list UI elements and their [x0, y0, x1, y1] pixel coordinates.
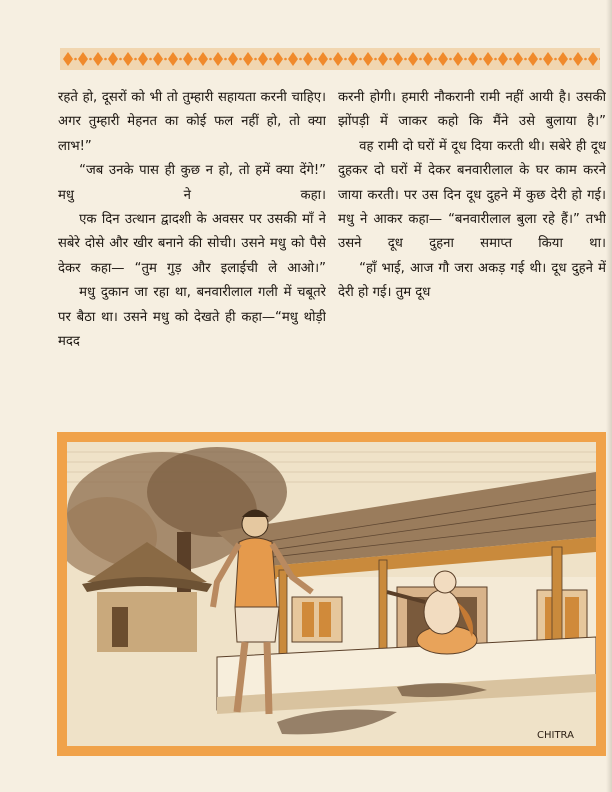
diamond-border-pattern — [60, 48, 600, 70]
right-column — [338, 86, 606, 422]
border-dot — [239, 58, 242, 61]
border-dot — [284, 58, 287, 61]
border-diamond — [528, 52, 538, 66]
border-diamond — [168, 52, 178, 66]
border-dot — [134, 58, 137, 61]
border-diamond — [93, 52, 103, 66]
border-dot — [449, 58, 452, 61]
border-dot — [464, 58, 467, 61]
border-dot — [509, 58, 512, 61]
border-dot — [389, 58, 392, 61]
border-diamond — [468, 52, 478, 66]
village-scene-drawing — [67, 442, 596, 746]
border-dot — [344, 58, 347, 61]
border-diamond — [588, 52, 598, 66]
border-diamond — [543, 52, 553, 66]
page-edge-shadow — [606, 0, 612, 792]
border-diamond — [243, 52, 253, 66]
border-diamond — [378, 52, 388, 66]
border-dot — [434, 58, 437, 61]
border-dot — [329, 58, 332, 61]
border-diamond — [288, 52, 298, 66]
border-diamond — [558, 52, 568, 66]
border-dot — [404, 58, 407, 61]
paragraph: करनी होगी। हमारी नौकरानी रामी नहीं आयी है। उसकी झोंपड़ी में जाकर कहो कि मैंने उसे बुलाया है।” — [338, 90, 606, 130]
border-dot — [539, 58, 542, 61]
border-dot — [164, 58, 167, 61]
border-diamond — [453, 52, 463, 66]
border-diamond — [333, 52, 343, 66]
border-dot — [194, 58, 197, 61]
border-diamond — [138, 52, 148, 66]
border-diamond — [318, 52, 328, 66]
border-dot — [479, 58, 482, 61]
border-diamond — [258, 52, 268, 66]
story-text — [58, 86, 606, 422]
border-dot — [119, 58, 122, 61]
border-diamond — [393, 52, 403, 66]
border-dot — [269, 58, 272, 61]
border-dot — [254, 58, 257, 61]
border-diamond — [363, 52, 373, 66]
border-diamond — [348, 52, 358, 66]
artist-signature: CHITRA — [537, 730, 574, 741]
paragraph: वह रामी दो घरों में दूध दिया करती थी। सबेरे ही दूध दुहकर दो घरों में देकर बनवारीलाल के घर काम करने जाया करती। पर उस दिन दूध दुहने में कुछ देरी हो गई। मधु ने आकर कहा— “बनवारीलाल बुला रहे हैं।” तभी उसने दूध दुहना समाप्त किया था। — [338, 138, 606, 252]
border-diamond — [423, 52, 433, 66]
border-dot — [299, 58, 302, 61]
border-diamond — [123, 52, 133, 66]
paragraph: “जब उनके पास ही कुछ न हो, तो हमें क्या देंगे!” मधु ने कहा। — [58, 163, 326, 203]
border-dot — [524, 58, 527, 61]
border-diamond — [228, 52, 238, 66]
paragraph: रहते हो, दूसरों को भी तो तुम्हारी सहायता करनी चाहिए। अगर तुम्हारी मेहनत का कोई फल नहीं हो, तो क्या लाभ!” — [58, 90, 326, 154]
border-dot — [554, 58, 557, 61]
border-diamond — [153, 52, 163, 66]
border-dot — [104, 58, 107, 61]
border-dot — [74, 58, 77, 61]
border-diamond — [498, 52, 508, 66]
story-illustration — [57, 432, 606, 756]
border-dot — [419, 58, 422, 61]
border-dot — [149, 58, 152, 61]
border-diamond — [63, 52, 73, 66]
window — [292, 597, 342, 642]
border-dot — [599, 58, 600, 61]
border-dot — [179, 58, 182, 61]
border-diamond — [513, 52, 523, 66]
border-dot — [224, 58, 227, 61]
border-diamond — [213, 52, 223, 66]
border-dot — [374, 58, 377, 61]
border-diamond — [78, 52, 88, 66]
border-diamond — [303, 52, 313, 66]
paragraph: मधु दुकान जा रहा था, बनवारीलाल गली में चबूतरे पर बैठा था। उसने मधु को देखते ही कहा—“मधु थोड़ी मदद — [58, 285, 326, 350]
left-column — [58, 86, 326, 422]
border-diamond — [483, 52, 493, 66]
border-diamond — [408, 52, 418, 66]
border-dot — [209, 58, 212, 61]
border-dot — [314, 58, 317, 61]
border-dot — [89, 58, 92, 61]
platform — [217, 637, 596, 714]
border-diamond — [438, 52, 448, 66]
border-dot — [584, 58, 587, 61]
paragraph: एक दिन उत्थान द्वादशी के अवसर पर उसकी माँ ने सबेरे दोसे और खीर बनाने की सोची। उसने मधु को पैसे देकर कहा— “तुम गुड़ और इलाईची ले आओ।” — [58, 212, 326, 276]
border-diamond — [183, 52, 193, 66]
border-diamond — [273, 52, 283, 66]
decorative-border — [60, 48, 600, 70]
border-dot — [359, 58, 362, 61]
paragraph: “हाँ भाई, आज गौ जरा अकड़ गई थी। दूध दुहने में देरी हो गई। तुम दूध — [338, 260, 606, 301]
border-dot — [494, 58, 497, 61]
border-diamond — [108, 52, 118, 66]
border-diamond — [573, 52, 583, 66]
border-dot — [569, 58, 572, 61]
border-diamond — [198, 52, 208, 66]
